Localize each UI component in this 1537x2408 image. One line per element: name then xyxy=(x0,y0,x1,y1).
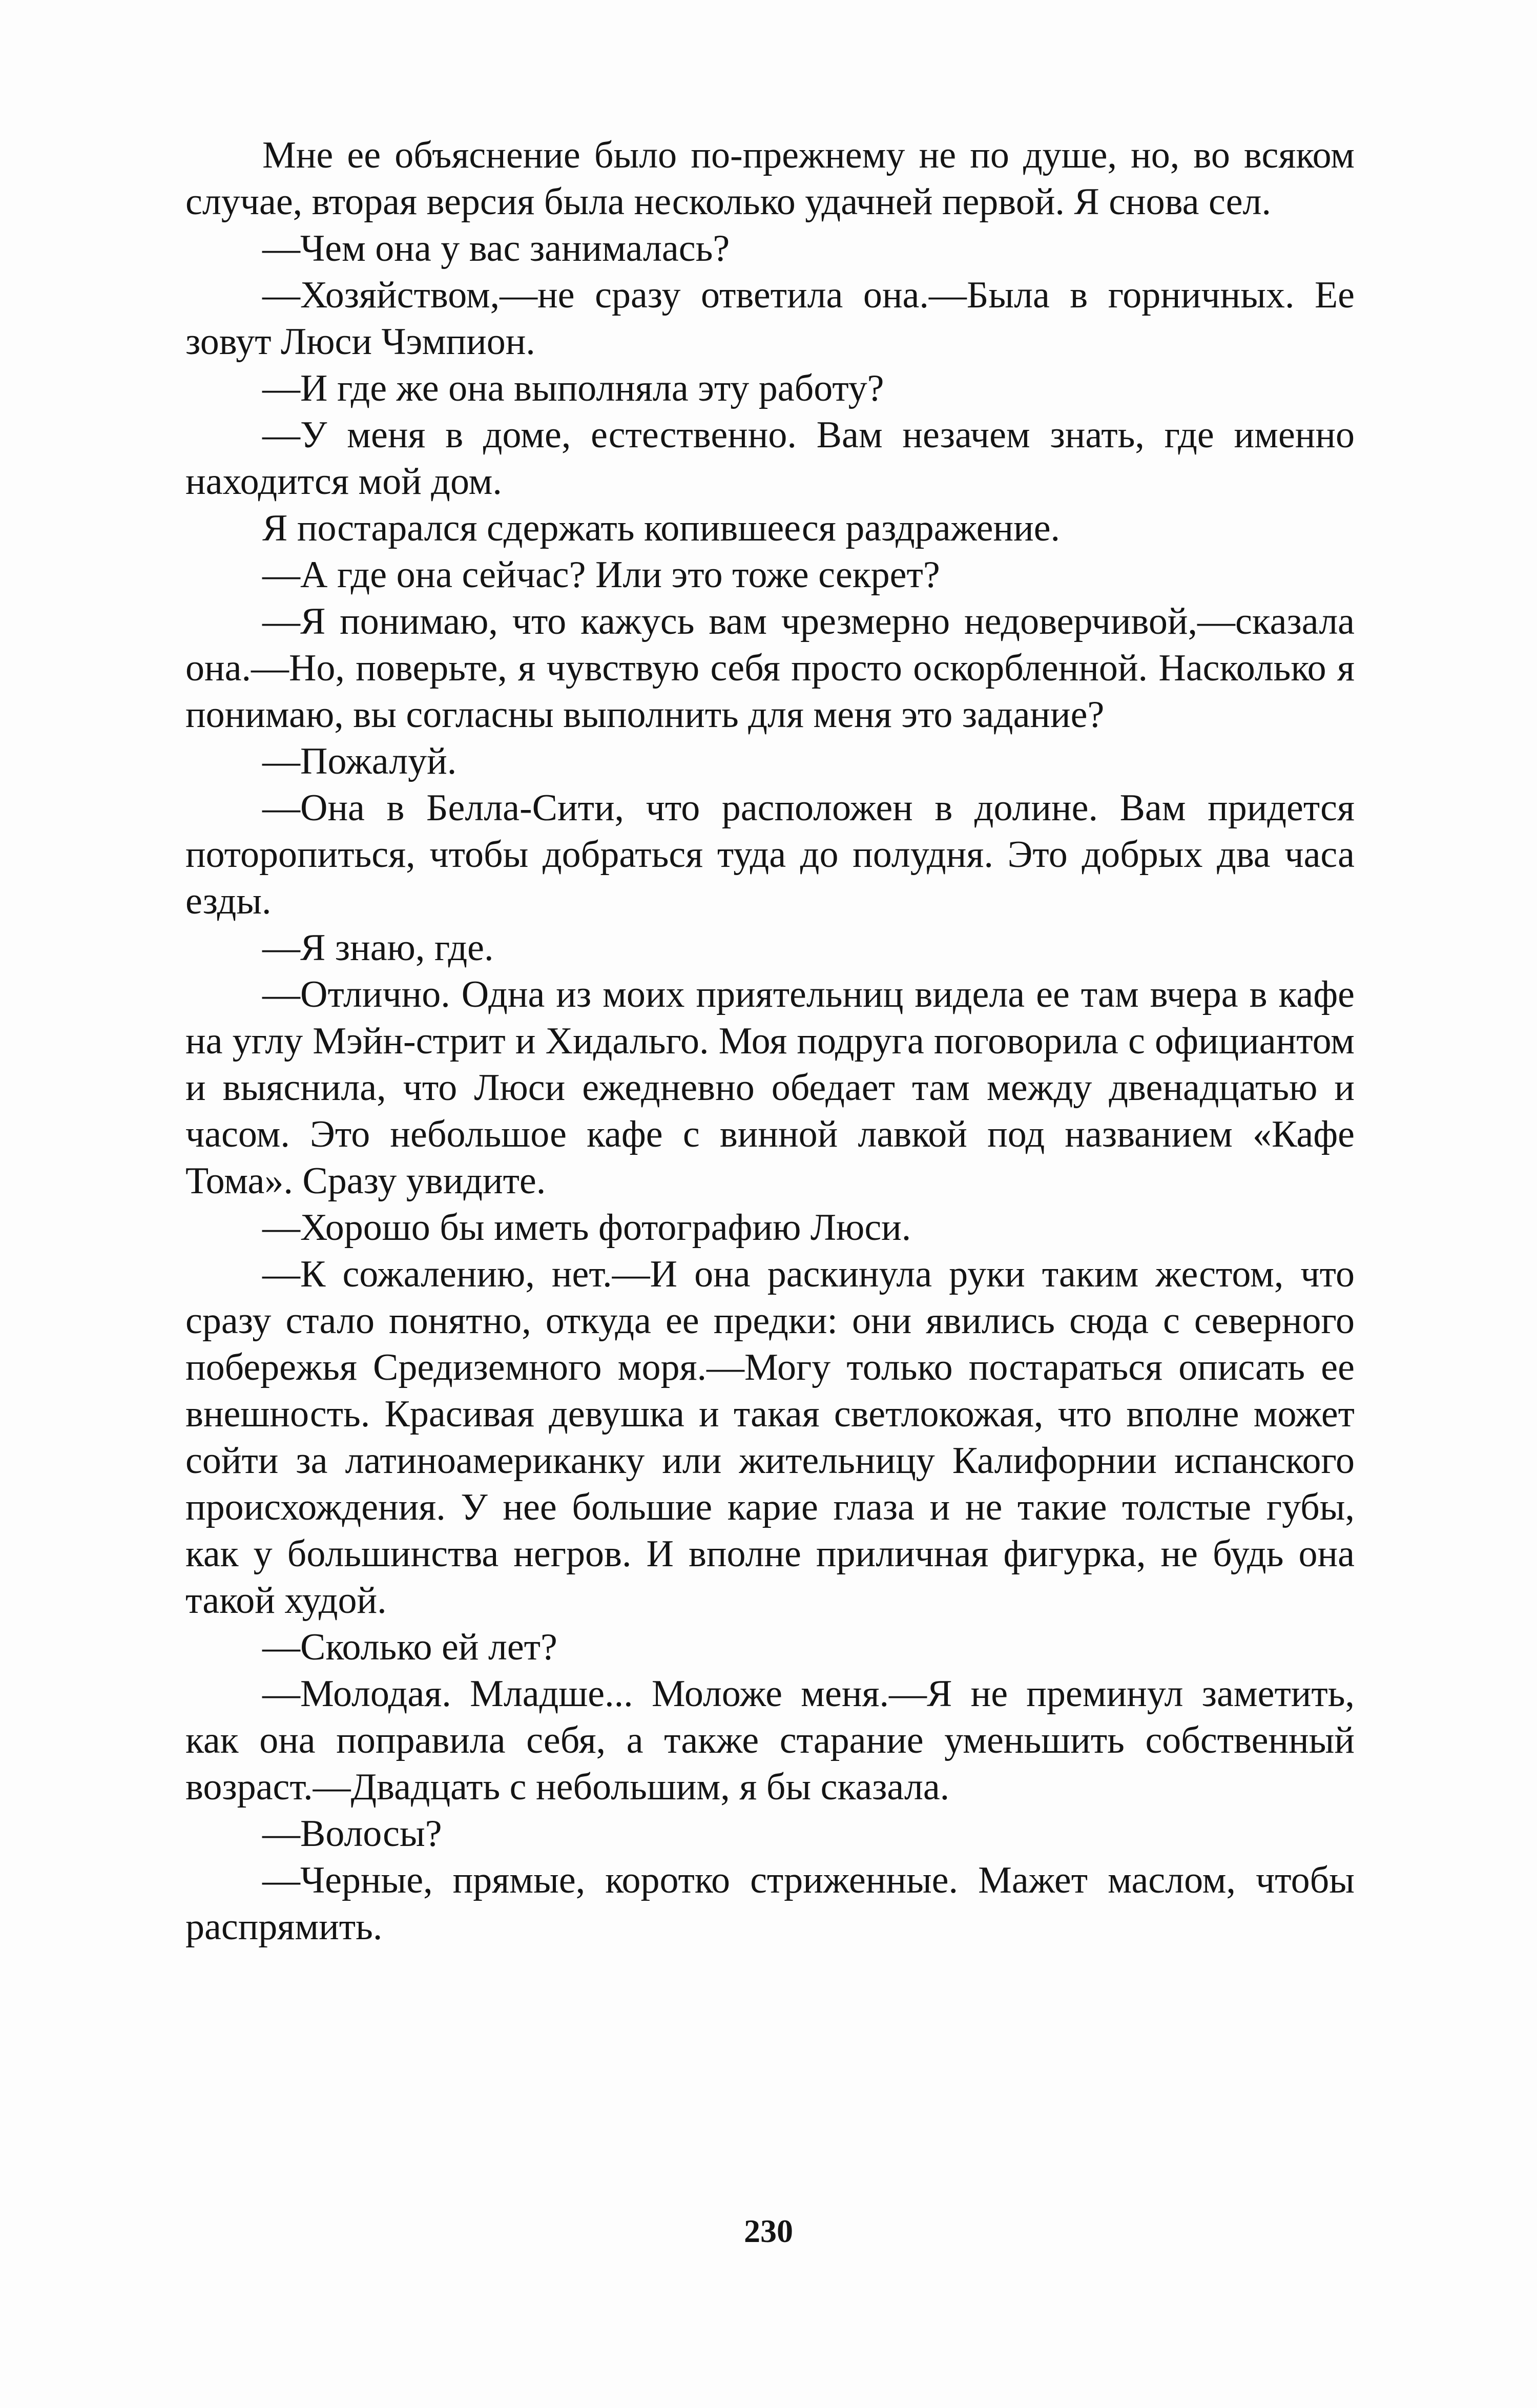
paragraph: —Она в Белла-Сити, что расположен в долине. Вам придется поторопиться, чтобы добраться туда до полудня. Это добрых два часа езды. xyxy=(185,787,1355,922)
paragraph: —Волосы? xyxy=(262,1813,442,1855)
paragraph: —Отлично. Одна из моих приятельниц видела ее там вчера в кафе на углу Мэйн-стрит и Хидальго. Моя подруга поговорила с официантом и выяснила, что Люси ежедневно обедает там между двенадцатью и часом. Это небольшое кафе с винной лавкой под названием «Кафе Тома». Сразу увидите. xyxy=(185,973,1355,1202)
paragraph: —Хозяйством,—не сразу ответила она.—Была в горничных. Ее зовут Люси Чэмпион. xyxy=(185,274,1355,363)
paragraph: —Чем она у вас занималась? xyxy=(262,227,730,269)
paragraph: —Молодая. Младше... Моложе меня.—Я не преминул заметить, как она поправила себя, а также старание уменьшить собственный возраст.—Двадцать с небольшим, я бы сказала. xyxy=(185,1673,1355,1808)
paragraph: —А где она сейчас? Или это тоже секрет? xyxy=(262,554,940,596)
paragraph: —Черные, прямые, коротко стриженные. Мажет маслом, чтобы распрямить. xyxy=(185,1859,1355,1948)
paragraph: —Хорошо бы иметь фотографию Люси. xyxy=(262,1207,911,1249)
paragraph: —Сколько ей лет? xyxy=(262,1626,557,1668)
page-number: 230 xyxy=(744,2213,793,2249)
paragraph: Мне ее объяснение было по-прежнему не по душе, но, во всяком случае, вторая версия была несколько удачней первой. Я снова сел. xyxy=(185,134,1355,223)
paragraph: —И где же она выполняла эту работу? xyxy=(262,367,884,409)
paragraph: —У меня в доме, естественно. Вам незачем знать, где именно находится мой дом. xyxy=(185,414,1355,503)
paragraph: —Я понимаю, что кажусь вам чрезмерно недоверчивой,—сказала она.—Но, поверьте, я чувствую себя просто оскорбленной. Насколько я понимаю, вы согласны выполнить для меня это задание? xyxy=(185,600,1355,736)
paragraph: Я постарался сдержать копившееся раздражение. xyxy=(262,507,1061,549)
paragraph: —Пожалуй. xyxy=(262,740,457,782)
page-text xyxy=(185,132,1355,1950)
paragraph: —Я знаю, где. xyxy=(262,927,494,969)
paragraph: —К сожалению, нет.—И она раскинула руки таким жестом, что сразу стало понятно, откуда ее предки: они явились сюда с северного побережья Средиземного моря.—Могу только постараться описать ее внешность. Красивая девушка и такая светлокожая, что вполне может сойти за латиноамериканку или жительницу Калифорнии испанского происхождения. У нее большие карие глаза и не такие толстые губы, как у большинства негров. И вполне приличная фигурка, не будь она такой худой. xyxy=(185,1253,1355,1622)
